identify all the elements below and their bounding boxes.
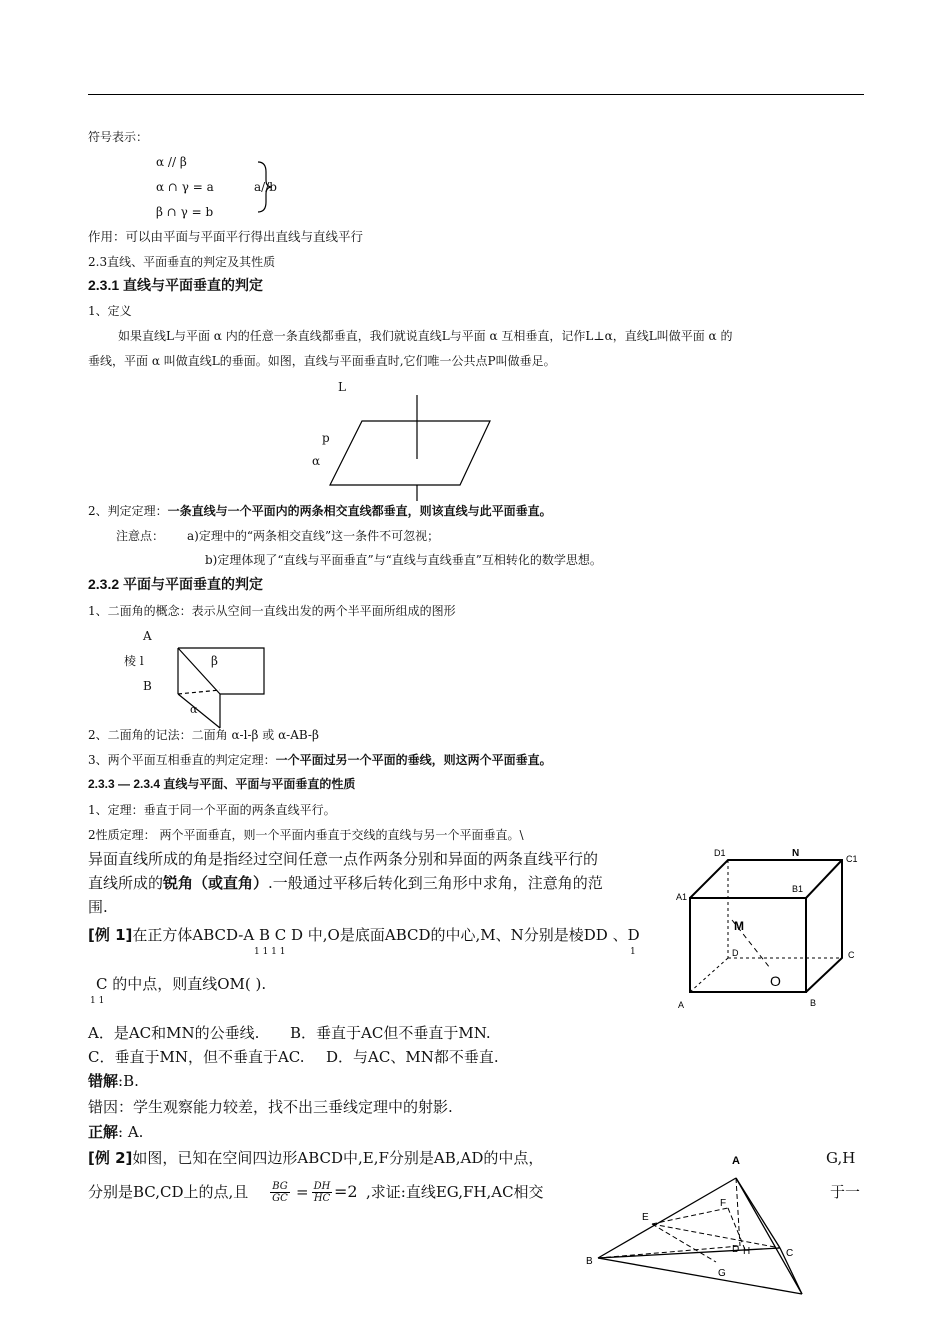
option-b: B．垂直于AC但不垂直于MN. bbox=[290, 1024, 491, 1042]
definition-paragraph-1: 如果直线L与平面 α 内的任意一条直线都垂直，我们就说直线L与平面 α 互相垂直，记作L⊥α，直线L叫做平面 α 的 bbox=[118, 329, 733, 343]
note-label: 注意点： bbox=[116, 529, 165, 543]
cube-figure bbox=[670, 840, 870, 1015]
example-1-text: 在正方体ABCD-A B C D 中,O是底面ABCD的中心,M、N分别是棱DD 、D bbox=[132, 926, 640, 944]
property-1: 1、定理：垂直于同一个平面的两条直线平行。 bbox=[88, 803, 336, 817]
correct-answer-value: : A. bbox=[118, 1123, 144, 1141]
tetra-label-B: B bbox=[586, 1256, 593, 1267]
fig2-label-A: A bbox=[143, 629, 152, 643]
dihedral-definition: 1、二面角的概念：表示从空间一直线出发的两个半平面所组成的图形 bbox=[88, 604, 456, 618]
fraction-hc-denominator: HC bbox=[313, 1193, 331, 1204]
cube-label-O: O bbox=[770, 973, 781, 989]
cube-label-N: N bbox=[792, 848, 800, 859]
skew-line-3: 围. bbox=[88, 898, 108, 916]
correct-answer-line bbox=[88, 1122, 143, 1142]
symbol-line-3: β ∩ γ = b bbox=[156, 205, 214, 219]
tetrahedron-figure bbox=[580, 1148, 820, 1300]
error-reason: 错因：学生观察能力较差，找不出三垂线定理中的射影. bbox=[88, 1098, 453, 1116]
equals-sign: = bbox=[296, 1183, 309, 1201]
fig2-label-beta: β bbox=[211, 654, 218, 668]
theorem-2-statement: 一条直线与一个平面内的两条相交直线都垂直，则该直线与此平面垂直。 bbox=[167, 504, 552, 518]
example-2-gh: G,H bbox=[826, 1149, 856, 1167]
theorem-2-line bbox=[88, 503, 552, 519]
fraction-dh-hc bbox=[312, 1181, 332, 1204]
cube-label-D1: D1 bbox=[714, 848, 726, 858]
cube-label-C: C bbox=[848, 950, 855, 960]
fraction-dh-numerator: DH bbox=[313, 1181, 331, 1192]
line-plane-perpendicular-figure bbox=[300, 375, 500, 505]
cube-label-A1: A1 bbox=[676, 892, 688, 902]
usage-text: 作用：可以由平面与平面平行得出直线与直线平行 bbox=[88, 229, 364, 244]
section-2-3-3-heading: 2.3.3 — 2.3.4 直线与平面、平面与平面垂直的性质 bbox=[88, 777, 356, 791]
tetra-label-F: F bbox=[720, 1198, 727, 1209]
equals-two: =2 bbox=[334, 1182, 358, 1201]
example-2-label: [例 2] bbox=[88, 1149, 133, 1167]
cube-label-A: A bbox=[678, 1000, 685, 1010]
skew-line-2a: 直线所成的 bbox=[88, 874, 164, 892]
skew-line-1: 异面直线所成的角是指经过空间任意一点作两条分别和异面的两条直线平行的 bbox=[88, 850, 599, 868]
symbol-conclusion: a//b bbox=[254, 180, 277, 194]
fraction-bg-numerator: BG bbox=[272, 1181, 288, 1192]
header-rule bbox=[88, 94, 864, 95]
option-a: A．是AC和MN的公垂线. bbox=[88, 1024, 260, 1042]
tetra-label-C: C bbox=[786, 1248, 794, 1259]
symbol-line-2: α ∩ γ = a bbox=[156, 180, 214, 194]
cube-label-M: M bbox=[734, 919, 744, 933]
example-1-line-2: C 的中点，则直线OM( ). bbox=[96, 975, 267, 993]
wrong-answer-line bbox=[88, 1071, 139, 1091]
option-d: D．与AC、MN都不垂直. bbox=[326, 1048, 499, 1066]
theorem-2-prefix: 2、判定定理： bbox=[88, 504, 168, 518]
theorem-3-line bbox=[88, 752, 552, 768]
tetra-label-E: E bbox=[642, 1212, 649, 1223]
example-1-subscript-dd: 1 bbox=[630, 947, 636, 957]
theorem-3-prefix: 3、两个平面互相垂直的判定定理： bbox=[88, 753, 276, 767]
fig2-label-B: B bbox=[143, 679, 152, 693]
tetra-label-D: D bbox=[732, 1244, 740, 1255]
dihedral-angle-figure bbox=[170, 640, 280, 732]
property-2: 2性质定理： 两个平面垂直，则一个平面内垂直于交线的直线与另一个平面垂直。\ bbox=[88, 828, 524, 842]
fig1-label-p: p bbox=[322, 431, 330, 445]
skew-line-2c: .一般通过平移后转化到三角形中求角，注意角的范 bbox=[268, 874, 603, 892]
symbol-line-1: α // β bbox=[156, 155, 187, 169]
note-b: b)定理体现了“直线与平面垂直”与“直线与直线垂直”互相转化的数学思想。 bbox=[205, 553, 602, 567]
fraction-gc-denominator: GC bbox=[270, 1192, 290, 1204]
example-2-line-2a: 分别是BC,CD上的点,且 bbox=[88, 1183, 249, 1201]
theorem-3-statement: 一个平面过另一个平面的垂线，则这两个平面垂直。 bbox=[275, 753, 552, 767]
fig2-label-edge: 棱 l bbox=[124, 654, 144, 668]
tetra-label-G: G bbox=[718, 1268, 726, 1279]
fig1-label-alpha: α bbox=[312, 454, 321, 468]
symbol-label: 符号表示： bbox=[88, 130, 149, 144]
example-1-line-1 bbox=[88, 925, 640, 945]
definition-title: 1、定义 bbox=[88, 304, 132, 318]
section-2-3-1-heading: 2.3.1 直线与平面垂直的判定 bbox=[88, 277, 264, 293]
section-2-3: 2.3直线、平面垂直的判定及其性质 bbox=[88, 255, 276, 269]
note-a: a)定理中的“两条相交直线”这一条件不可忽视； bbox=[187, 529, 440, 543]
wrong-answer-label: 错解 bbox=[88, 1072, 119, 1090]
cube-label-D: D bbox=[732, 948, 739, 958]
example-1-label: [例 1] bbox=[88, 926, 133, 944]
skew-line-2 bbox=[88, 873, 603, 893]
example-2-line-2c: 于一 bbox=[830, 1183, 861, 1201]
dihedral-notation: 2、二面角的记法：二面角 α-l-β 或 α-AB-β bbox=[88, 728, 319, 742]
wrong-answer-value: :B. bbox=[118, 1072, 139, 1090]
definition-paragraph-2: 垂线，平面 α 叫做直线L的垂面。如图，直线与平面垂直时,它们唯一公共点P叫做垂足。 bbox=[88, 354, 556, 368]
example-2-line-2b: ,求证:直线EG,FH,AC相交 bbox=[366, 1183, 544, 1201]
skew-acute-angle: 锐角（或直角） bbox=[163, 874, 269, 892]
tetra-label-A: A bbox=[732, 1155, 740, 1167]
cube-label-B: B bbox=[810, 998, 817, 1008]
example-1-subscripts: 1 1 1 1 bbox=[254, 947, 286, 957]
cube-label-C1: C1 bbox=[846, 854, 858, 864]
example-2-text: 如图，已知在空间四边形ABCD中,E,F分别是AB,AD的中点， bbox=[132, 1149, 544, 1167]
section-2-3-2-heading: 2.3.2 平面与平面垂直的判定 bbox=[88, 576, 264, 592]
example-2-line-1 bbox=[88, 1148, 543, 1168]
fig1-label-L: L bbox=[338, 380, 346, 394]
correct-answer-label: 正解 bbox=[88, 1123, 119, 1141]
tetra-label-H: H bbox=[743, 1246, 751, 1257]
cube-label-B1: B1 bbox=[792, 884, 804, 894]
fig2-label-alpha: α bbox=[190, 703, 198, 716]
example-1-subscript-line-2: 1 1 bbox=[90, 996, 105, 1006]
fraction-bg-gc bbox=[270, 1181, 290, 1204]
option-c: C．垂直于MN，但不垂直于AC. bbox=[88, 1048, 305, 1066]
